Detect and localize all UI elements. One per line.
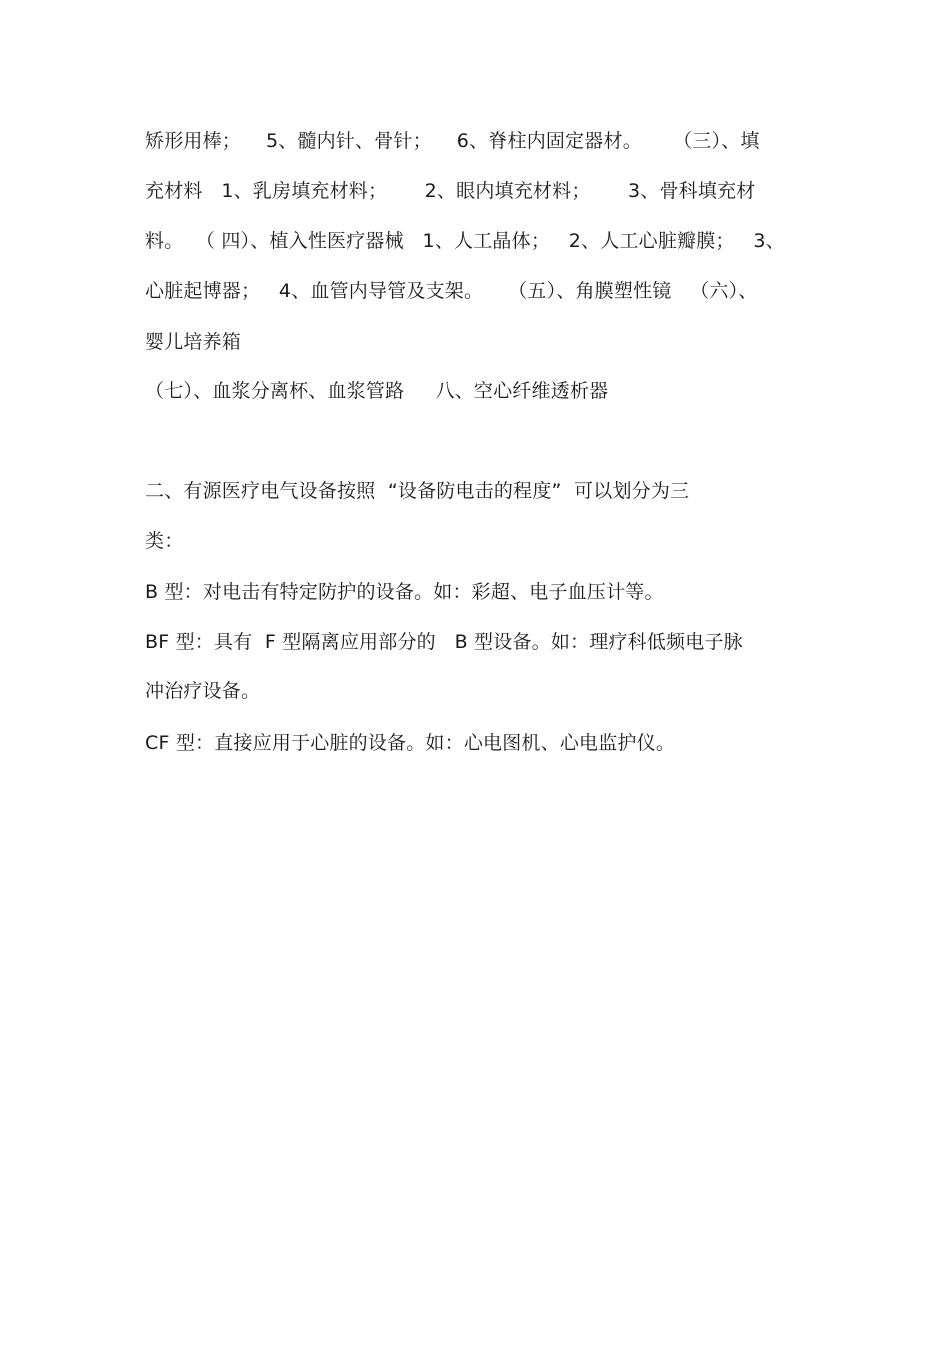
text-line: 料。 （ 四）、植入性医疗器械 1、人工晶体； 2、人工心脏瓣膜； 3、	[145, 230, 785, 252]
type-bf-line: BF 型：具有 F 型隔离应用部分的 B 型设备。如：理疗科低频电子脉	[145, 631, 743, 653]
section-heading: 二、有源医疗电气设备按照 “设备防电击的程度” 可以划分为三	[145, 480, 690, 502]
text-line: 心脏起博器； 4、血管内导管及支架。 （五）、角膜塑性镜 （六）、	[145, 280, 758, 302]
text-line: 充材料 1、乳房填充材料； 2、眼内填充材料； 3、骨科填充材	[145, 180, 756, 202]
text-line: 矫形用棒； 5、髓内针、骨针； 6、脊柱内固定器材。 （三）、填	[145, 130, 760, 152]
text-line: 冲治疗设备。	[145, 680, 261, 702]
type-cf-line: CF 型：直接应用于心脏的设备。如：心电图机、心电监护仪。	[145, 732, 676, 754]
text-line: 婴儿培养箱	[145, 331, 242, 353]
text-line: （七）、血浆分离杯、血浆管路 八、空心纤维透析器	[145, 380, 609, 402]
text-line: 类：	[145, 530, 184, 552]
type-b-line: B 型：对电击有特定防护的设备。如：彩超、电子血压计等。	[145, 581, 664, 603]
